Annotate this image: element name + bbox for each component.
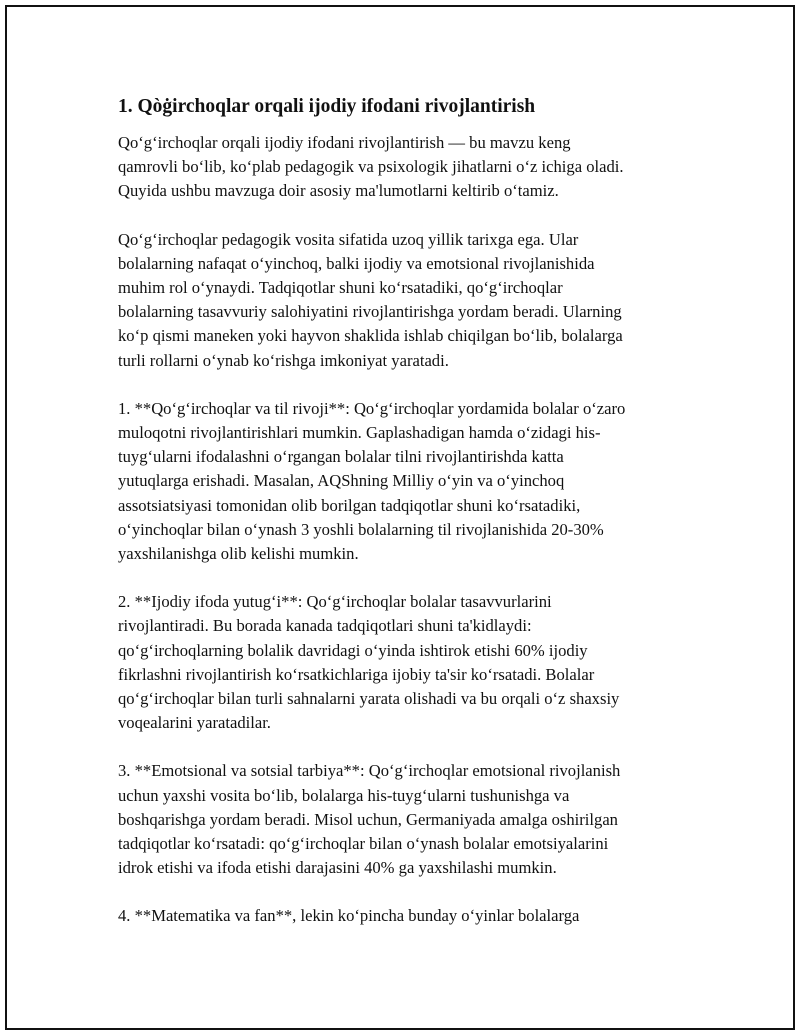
paragraph-line: rivojlantiradi. Bu borada kanada tadqiqotlari shuni ta'kidlaydi: [118,616,532,636]
paragraph [118,228,688,373]
paragraph-line: Quyida ushbu mavzuga doir asosiy ma'lumotlarni keltirib o‘tamiz. [118,181,559,201]
paragraph-line: o‘yinchoqlar bilan o‘ynash 3 yoshli bolalarning til rivojlanishida 20-30% [118,519,604,539]
document-body [118,93,688,953]
paragraph-line: bolalarning nafaqat o‘yinchoq, balki ijodiy va emotsional rivojlanishida [118,253,595,273]
paragraph-line: voqealarini yaratadilar. [118,713,271,733]
paragraph-line: bolalarning tasavvuriy salohiyatini rivojlantirishga yordam beradi. Ularning [118,302,622,322]
paragraph-line: yaxshilanishga olib kelishi mumkin. [118,544,359,564]
paragraph-line: ko‘p qismi maneken yoki hayvon shaklida ishlab chiqilgan bo‘lib, bolalarga [118,326,623,346]
paragraph-line: Qo‘g‘irchoqlar orqali ijodiy ifodani rivojlantirish — bu mavzu keng [118,133,571,152]
paragraph-line: idrok etishi va ifoda etishi darajasini 40% ga yaxshilashi mumkin. [118,858,557,878]
paragraph [118,131,688,204]
paragraph-line: turli rollarni o‘ynab ko‘rishga imkoniyat yaratadi. [118,350,449,370]
paragraph-line: boshqarishga yordam beradi. Misol uchun, Germaniyada amalga oshirilgan [118,809,618,829]
paragraph-line: qamrovli bo‘lib, ko‘plab pedagogik va psixologik jihatlarni o‘z ichiga oladi. [118,157,624,177]
paragraph-line: 3. **Emotsional va sotsial tarbiya**: Qo‘g‘irchoqlar emotsional rivojlanish [118,761,621,781]
paragraph-line: Qo‘g‘irchoqlar pedagogik vosita sifatida uzoq yillik tarixga ega. Ular [118,229,579,249]
paragraph-line: tuyg‘ularni ifodalashni o‘rgangan bolalar tilni rivojlantirishda katta [118,447,564,467]
paragraph-line: 1. **Qo‘g‘irchoqlar va til rivoji**: Qo‘g‘irchoqlar yordamida bolalar o‘zaro [118,398,626,418]
paragraph-line: yutuqlarga erishadi. Masalan, AQShning Milliy o‘yin va o‘yinchoq [118,471,565,491]
paragraph [118,590,688,735]
paragraph-list [118,131,688,929]
paragraph [118,759,688,880]
paragraph-line: muloqotni rivojlantirishlari mumkin. Gaplashadigan hamda o‘zidagi his- [118,423,601,443]
paragraph-line: uchun yaxshi vosita bo‘lib, bolalarga his-tuyg‘ularni tushunishga va [118,785,570,805]
paragraph-line: qo‘g‘irchoqlar bilan turli sahnalarni yarata olishadi va bu orqali o‘z shaxsiy [118,689,620,709]
paragraph [118,397,688,566]
paragraph-line: 4. **Matematika va fan**, lekin ko‘pincha bunday o‘yinlar bolalarga [118,906,580,926]
paragraph-line: fikrlashni rivojlantirish ko‘rsatkichlariga ijobiy ta'sir ko‘rsatadi. Bolalar [118,664,595,684]
section-heading: 1. Qòġirchoqlar orqali ijodiy ifodani rivojlantirish [118,96,536,117]
paragraph-line: muhim rol o‘ynaydi. Tadqiqotlar shuni ko‘rsatadiki, qo‘g‘irchoqlar [118,278,563,298]
paragraph [118,904,688,928]
paragraph-line: assotsiatsiyasi tomonidan olib borilgan tadqiqotlar shuni ko‘rsatadiki, [118,495,581,515]
paragraph-line: qo‘g‘irchoqlarning bolalik davridagi o‘yinda ishtirok etishi 60% ijodiy [118,640,588,660]
paragraph-line: 2. **Ijodiy ifoda yutug‘i**: Qo‘g‘irchoqlar bolalar tasavvurlarini [118,592,552,612]
paragraph-line: tadqiqotlar ko‘rsatadi: qo‘g‘irchoqlar bilan o‘ynash bolalar emotsiyalarini [118,834,609,854]
